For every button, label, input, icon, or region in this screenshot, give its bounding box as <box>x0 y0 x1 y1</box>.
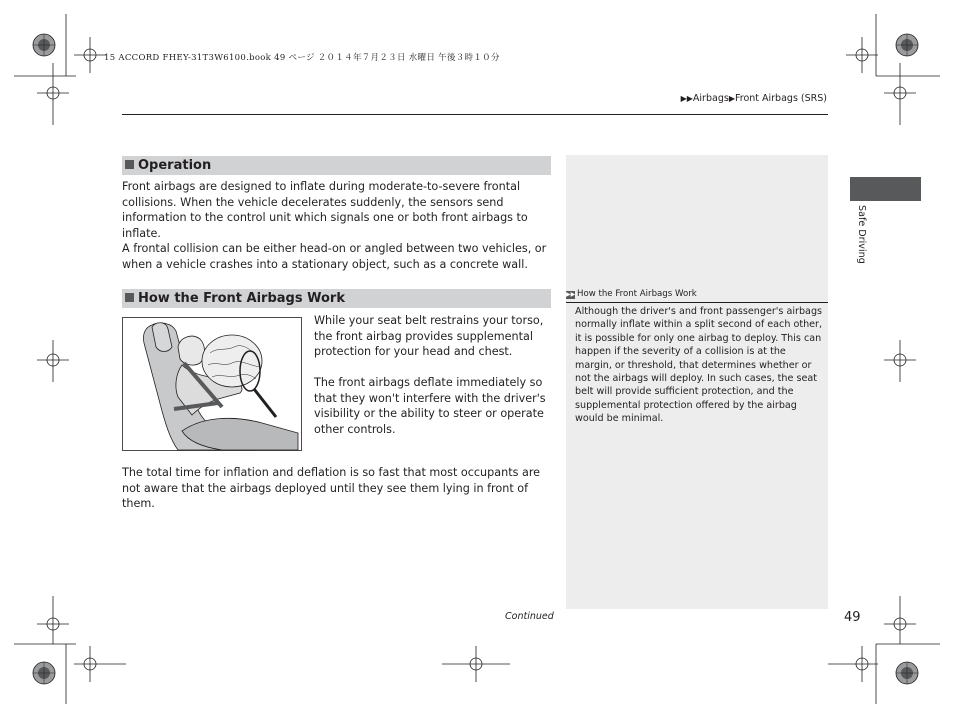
registration-crosshair-icons <box>37 37 916 682</box>
print-header: 15 ACCORD FHEY-31T3W6100.book 49 ページ ２０１４年７月２３日 水曜日 午後３時１０分 <box>104 53 500 63</box>
note-marker-icon: ▶▶ <box>566 291 576 298</box>
arrow-right-icon: ▶▶ <box>680 94 693 103</box>
continued-label: Continued <box>505 611 554 622</box>
page-number: 49 <box>844 610 861 625</box>
section-heading-operation: Operation <box>122 156 551 175</box>
breadcrumb-item-airbags[interactable]: Airbags <box>692 93 729 104</box>
how-paragraph-1: While your seat belt restrains your torso, the front airbag provides supplemental protection for your head and chest. <box>314 314 544 359</box>
sidebar-note-heading: ▶▶ How the Front Airbags Work <box>566 289 697 299</box>
how-paragraph-2: The front airbags deflate immediately so that they won't interfere with the driver's visibility or the ability to steer or operate other controls. <box>314 376 546 436</box>
how-paragraph-3: The total time for inflation and deflation is so fast that most occupants are not aware that the airbags deployed until they see them lying in front of them. <box>122 466 541 511</box>
chapter-tab-label: Safe Driving <box>856 205 867 264</box>
operation-paragraph-2: A frontal collision can be either head-on or angled between two vehicles, or when a vehicle crashes into a stationary object, such as a concrete wall. <box>122 242 547 271</box>
arrow-right-icon: ▶ <box>728 94 735 103</box>
registration-target-icons <box>33 34 918 684</box>
sidebar-note-text: Although the driver's and front passenger's airbags normally inflate within a split second of each other, it is possible for only one airbag to deploy. This can happen if the severity of a collision is at the margin, or threshold, that determines whether or not the airbags will deploy. In such cases, the seat belt will provide sufficient protection, and the supplemental protection offered by the airbag would be minimal. <box>575 306 823 425</box>
section-heading-how-airbags-work: How the Front Airbags Work <box>122 289 551 308</box>
breadcrumb-item-front-airbags[interactable]: Front Airbags (SRS) <box>734 93 827 104</box>
operation-paragraph-1: Front airbags are designed to inflate during moderate-to-severe frontal collisions. When the vehicle decelerates suddenly, the sensors send information to the control unit which signals one or both front airbags to inflate. <box>122 180 528 240</box>
